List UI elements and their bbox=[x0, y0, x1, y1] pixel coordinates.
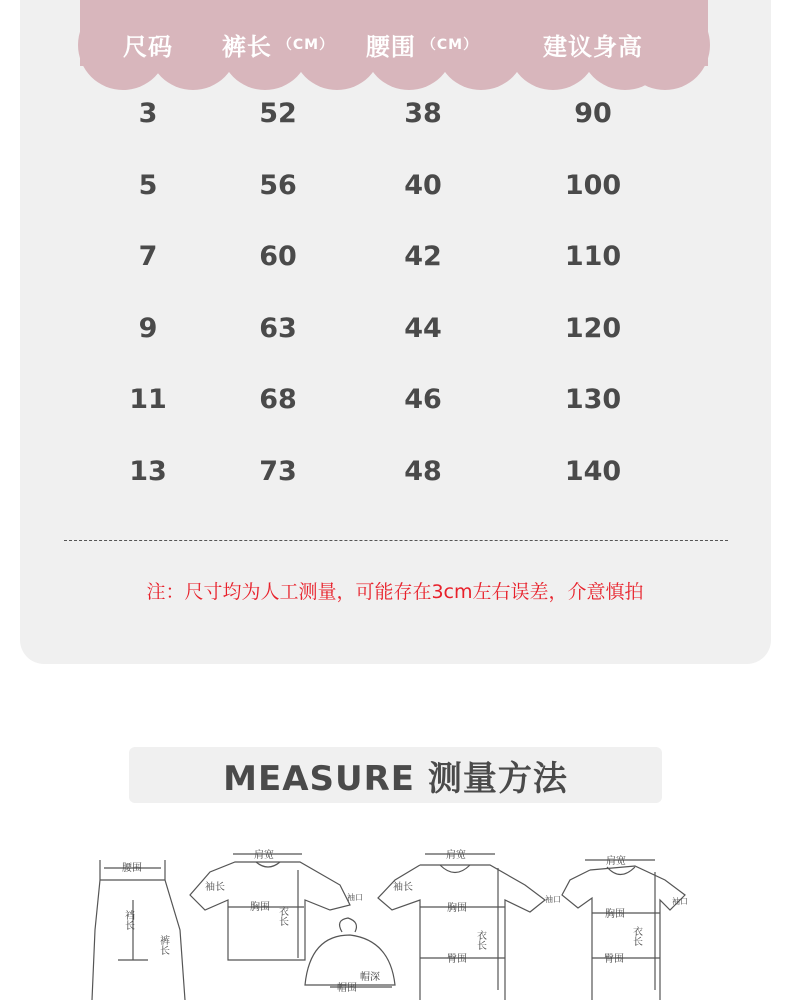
header-height-label: 建议身高 bbox=[543, 32, 643, 61]
header-pants-length-unit: （CM） bbox=[277, 37, 335, 53]
romper-length-label: 衣长 bbox=[474, 930, 486, 950]
romper-cuff-label: 袖口 bbox=[545, 895, 561, 904]
table-cell: 48 bbox=[404, 456, 442, 487]
disclaimer-note: 注：尺寸均为人工测量，可能存在3cm左右误差，介意慎拍 bbox=[146, 581, 644, 603]
table-cell: 63 bbox=[259, 313, 297, 344]
divider bbox=[64, 540, 728, 541]
table-cell: 7 bbox=[138, 241, 158, 272]
table-cell: 52 bbox=[259, 98, 297, 129]
table-cell: 120 bbox=[564, 313, 622, 344]
hat-depth-label: 帽深 bbox=[360, 972, 380, 983]
table-cell: 38 bbox=[404, 98, 442, 129]
table-cell: 56 bbox=[259, 170, 297, 201]
short-romper-length-label: 衣长 bbox=[630, 926, 642, 946]
pants-rise-label: 裆长 bbox=[122, 910, 134, 930]
table-cell: 110 bbox=[564, 241, 622, 272]
table-cell: 5 bbox=[138, 170, 158, 201]
short-romper-shoulder-label: 肩宽 bbox=[606, 856, 626, 867]
header-size-label: 尺码 bbox=[123, 32, 173, 61]
table-cell: 68 bbox=[259, 384, 297, 415]
top-length-label: 衣长 bbox=[276, 906, 288, 926]
header-height bbox=[523, 0, 663, 88]
romper-hip-label: 臀围 bbox=[447, 954, 467, 965]
header-pants-length-label: 裤长 bbox=[221, 32, 272, 61]
table-cell: 100 bbox=[564, 170, 622, 201]
header-waist-label: 腰围 bbox=[365, 32, 416, 61]
pants-waist-label: 腰围 bbox=[122, 863, 142, 874]
hat-circumference-label: 帽围 bbox=[337, 983, 357, 994]
top-shoulder-label: 肩宽 bbox=[254, 850, 274, 861]
table-cell: 42 bbox=[404, 241, 442, 272]
romper-shoulder-label: 肩宽 bbox=[446, 850, 466, 861]
table-cell: 140 bbox=[564, 456, 622, 487]
measure-title: MEASURE 测量方法 bbox=[129, 747, 662, 803]
short-romper-hip-label: 臀围 bbox=[604, 954, 624, 965]
table-cell: 11 bbox=[129, 384, 167, 415]
short-romper-cuff-label: 袖口 bbox=[672, 897, 688, 906]
header-pants-length bbox=[208, 0, 348, 88]
short-romper-chest-label: 胸围 bbox=[605, 909, 625, 920]
table-cell: 46 bbox=[404, 384, 442, 415]
romper-chest-label: 胸围 bbox=[447, 903, 467, 914]
header-size bbox=[98, 0, 198, 88]
top-chest-label: 胸围 bbox=[250, 902, 270, 913]
table-cell: 9 bbox=[138, 313, 158, 344]
table-cell: 130 bbox=[564, 384, 622, 415]
top-cuff-label: 袖口 bbox=[347, 893, 363, 902]
romper-sleeve-label: 袖长 bbox=[393, 882, 413, 893]
header-waist-unit: （CM） bbox=[421, 37, 479, 53]
top-sleeve-label: 袖长 bbox=[205, 882, 225, 893]
measurement-diagram bbox=[0, 840, 790, 1000]
table-cell: 60 bbox=[259, 241, 297, 272]
table-cell: 40 bbox=[404, 170, 442, 201]
table-cell: 73 bbox=[259, 456, 297, 487]
pants-length-label: 裤长 bbox=[157, 935, 169, 955]
table-cell: 13 bbox=[129, 456, 167, 487]
table-cell: 44 bbox=[404, 313, 442, 344]
header-waist bbox=[352, 0, 492, 88]
table-cell: 90 bbox=[574, 98, 612, 129]
table-cell: 3 bbox=[138, 98, 158, 129]
